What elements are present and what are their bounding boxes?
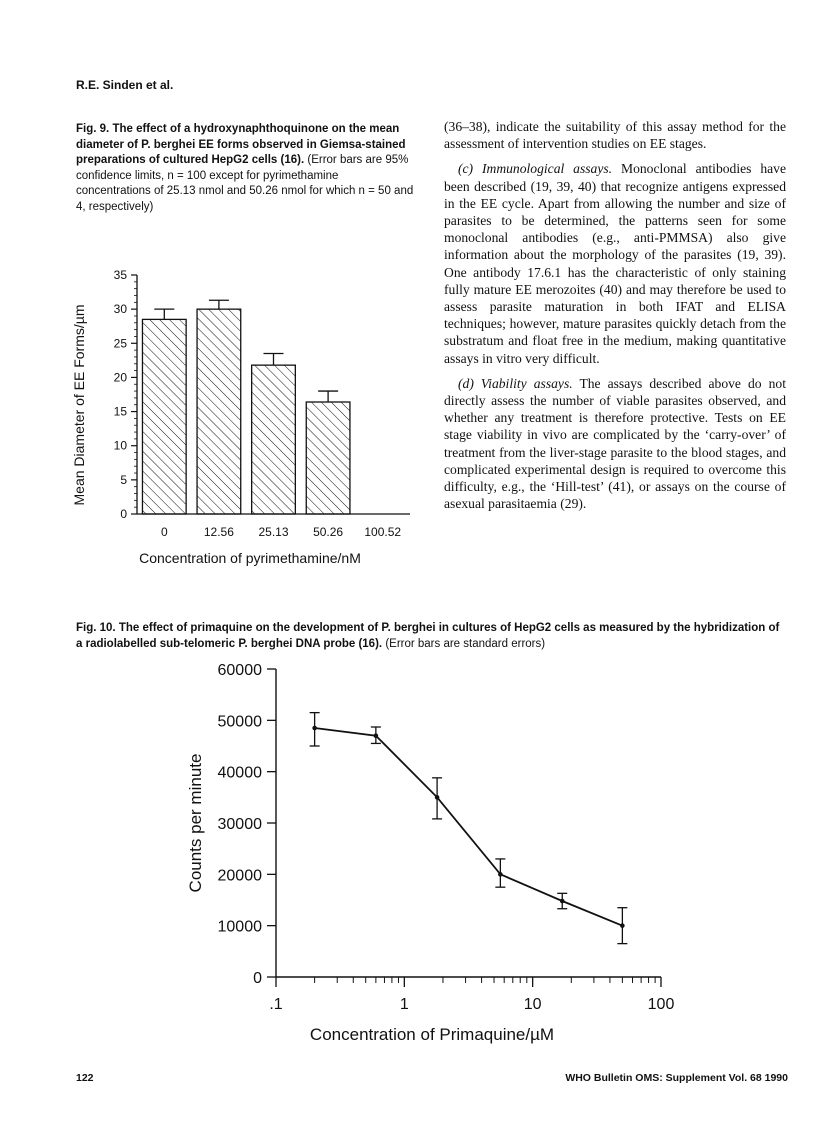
fig9-y-tick-label: 30 <box>113 302 127 317</box>
fig9-caption-note: (Error bars are 95% confidence limits, n = 100 except for pyrimethamine concentrations of 25.13 nmol and 50.26 nmol for which n = 50 and 4, respectively) <box>76 154 414 213</box>
running-header: R.E. Sinden et al. <box>76 78 174 92</box>
fig10-y-tick-label: 30000 <box>217 816 262 833</box>
fig10-y-tick-label: 40000 <box>217 764 262 782</box>
fig9-bar <box>306 402 350 514</box>
fig10-y-axis-label: Counts per minute <box>186 753 205 893</box>
fig10-caption-label: Fig. 10. <box>76 622 116 634</box>
fig9-y-tick-label: 25 <box>113 336 127 351</box>
fig10-x-tick-label: 1 <box>399 996 409 1013</box>
fig10-y-tick-label: 20000 <box>217 867 262 885</box>
fig9-x-tick-label: 0 <box>160 525 168 539</box>
fig9-x-tick-label: 50.26 <box>313 525 344 539</box>
fig9-caption-title: The effect of a hydroxynaphthoquinone on the mean diameter of P. berghei EE forms observed in Giemsa-stained preparations of cultured HepG2 cells (16). <box>76 123 406 166</box>
fig10-y-tick-label: 60000 <box>217 662 262 679</box>
fig9-x-axis-label: Concentration of pyrimethamine/nM <box>139 550 361 566</box>
fig10-y-tick-label: 10000 <box>217 918 262 936</box>
fig9-caption-label: Fig. 9. <box>76 123 110 135</box>
fig10-x-tick-label: 10 <box>523 996 542 1013</box>
fig10-data-point <box>435 795 440 800</box>
fig9-y-tick-label: 15 <box>113 404 127 419</box>
fig9-bar <box>197 309 241 514</box>
page-number: 122 <box>76 1072 94 1084</box>
fig10-series-line <box>315 728 623 926</box>
fig9-y-axis-label: Mean Diameter of EE Forms/µm <box>71 304 87 506</box>
paragraph-immunological-head: (c) Immunological assays. <box>458 161 613 177</box>
fig9-bar-chart <box>60 260 430 600</box>
fig10-data-point <box>498 872 503 877</box>
paragraph-viability-head: (d) Viability assays. <box>458 375 573 391</box>
fig10-data-point <box>312 726 317 731</box>
fig10-caption-title: The effect of primaquine on the development of P. berghei in cultures of HepG2 cells as measured by the hybridization of a radiolabelled sub-telomeric P. berghei DNA probe (16). <box>76 622 780 650</box>
journal-footer: WHO Bulletin OMS: Supplement Vol. 68 1990 <box>565 1072 788 1084</box>
fig10-x-axis-label: Concentration of Primaquine/µM <box>309 1025 555 1044</box>
fig9-y-tick-label: 20 <box>113 370 127 385</box>
paragraph-viability-text: The assays described above do not directly assess the number of viable parasites observed, and whether any treatment is therefore protective. Tests on EE stage viability in vivo are complicated by the ‘carry-over’ of treatment from the liver-stage parasite to the blood stages, and complicated experimental design is required to overcome this difficulty, e.g., the ‘Hill-test’ (41), or assays on the course of asexual parasitaemia (29). <box>444 375 786 512</box>
fig10-data-point <box>560 899 565 904</box>
paragraph-immunological-text: Monoclonal antibodies have been described (19, 39, 40) that recognize antigens expressed in the EE cycle. Apart from allowing the number and size of parasites to be determined, the patterns seen for some monoclonal antibodies (e.g., anti-PMMSA) also give information about the morphology of the parasites (19, 39). One antibody 17.6.1 has the characteristic of only staining fully mature EE merozoites (40) and may therefore be used to assess parasite maturation in both IFAT and ELISA techniques; however, mature parasites quickly detach from the substratum and float free in the medium, making quantitative assays in vitro very difficult. <box>444 161 786 366</box>
paragraph-immunological <box>444 160 786 366</box>
fig9-x-tick-label: 100.52 <box>364 525 402 539</box>
fig9-y-tick-label: 35 <box>113 268 127 282</box>
fig10-x-tick-label: 100 <box>647 996 675 1013</box>
fig9-x-tick-label: 12.56 <box>203 525 234 539</box>
fig9-y-tick-label: 10 <box>113 438 127 453</box>
fig10-data-point <box>374 733 379 738</box>
fig9-y-tick-label: 0 <box>120 507 127 521</box>
paragraph-viability <box>444 375 786 513</box>
paragraph-1: (36–38), indicate the suitability of this assay method for the assessment of intervention studies on EE stages. <box>444 119 786 152</box>
fig10-caption <box>76 621 788 652</box>
fig9-y-tick-label: 5 <box>120 472 127 487</box>
fig10-y-tick-label: 50000 <box>217 713 262 731</box>
fig9-bar <box>252 365 296 514</box>
body-text-column <box>444 118 786 520</box>
fig9-bar <box>142 319 186 514</box>
fig10-line-chart <box>170 655 690 1055</box>
fig10-data-point <box>620 923 625 928</box>
fig10-y-tick-label: 0 <box>253 970 262 987</box>
fig9-x-tick-label: 25.13 <box>258 525 289 539</box>
fig10-caption-note: (Error bars are standard errors) <box>385 637 546 650</box>
fig10-x-tick-label: .1 <box>269 996 283 1013</box>
fig9-caption <box>76 122 416 215</box>
